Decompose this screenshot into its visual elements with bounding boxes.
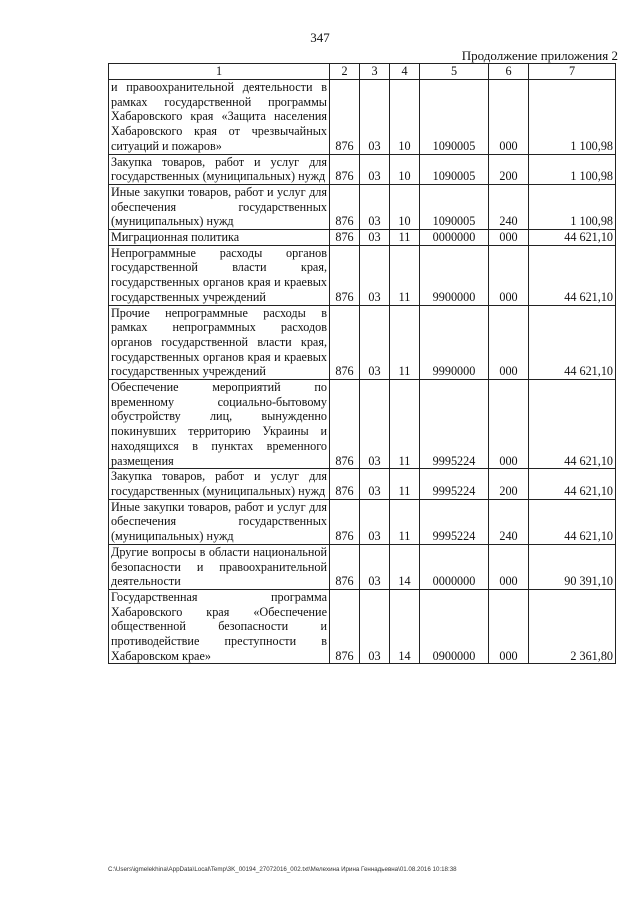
row-col-5: 1090005 [420, 154, 489, 184]
row-name: Прочие непрограммные расходы в рамках непрограммных расходов органов государственной власти края, государственных органов края и краевых государственных учреждений [109, 305, 330, 380]
row-col-7: 1 100,98 [529, 154, 616, 184]
budget-table [108, 63, 616, 664]
row-col-4: 14 [390, 589, 420, 664]
row-col-4: 11 [390, 380, 420, 469]
row-col-7: 44 621,10 [529, 245, 616, 305]
row-col-5: 9990000 [420, 305, 489, 380]
row-col-2: 876 [330, 469, 360, 499]
row-col-3: 03 [360, 245, 390, 305]
row-col-5: 1090005 [420, 184, 489, 229]
row-col-3: 03 [360, 544, 390, 589]
row-col-6: 000 [489, 589, 529, 664]
row-col-2: 876 [330, 499, 360, 544]
row-col-7: 1 100,98 [529, 184, 616, 229]
row-col-2: 876 [330, 80, 360, 155]
header-col-2: 2 [330, 64, 360, 80]
header-col-5: 5 [420, 64, 489, 80]
row-col-2: 876 [330, 230, 360, 246]
row-col-7: 44 621,10 [529, 230, 616, 246]
row-col-4: 11 [390, 245, 420, 305]
row-col-4: 10 [390, 80, 420, 155]
row-name: Обеспечение мероприятий по временному социально-бытовому обустройству лиц, вынужденно покинувших территорию Украины и находящихся в пунктах временного размещения [109, 380, 330, 469]
row-col-7: 44 621,10 [529, 305, 616, 380]
row-name: и правоохранительной деятельности в рамках государственной программы Хабаровского края «Защита населения Хабаровского края от чрезвычайных ситуаций и пожаров» [109, 80, 330, 155]
row-name: Государственная программа Хабаровского края «Обеспечение общественной безопасности и противодействие преступности в Хабаровском крае» [109, 589, 330, 664]
row-col-2: 876 [330, 184, 360, 229]
row-col-6: 000 [489, 245, 529, 305]
row-col-3: 03 [360, 305, 390, 380]
row-col-6: 000 [489, 80, 529, 155]
table-row [109, 589, 616, 664]
table-row [109, 305, 616, 380]
row-col-6: 200 [489, 469, 529, 499]
row-col-2: 876 [330, 589, 360, 664]
table-row [109, 80, 616, 155]
header-col-7: 7 [529, 64, 616, 80]
row-col-5: 9995224 [420, 499, 489, 544]
footer-file-path: C:\Users\igmelekhina\AppData\Local\Temp\3K_00194_27072016_002.txt\Мелехина Ирина Геннадьевна\01.08.2016 10:18:38 [108, 866, 457, 873]
header-col-4: 4 [390, 64, 420, 80]
continuation-label: Продолжение приложения 2 [461, 48, 618, 63]
row-name: Иные закупки товаров, работ и услуг для обеспечения государственных (муниципальных) нужд [109, 499, 330, 544]
table-row [109, 245, 616, 305]
row-col-4: 14 [390, 544, 420, 589]
header-col-3: 3 [360, 64, 390, 80]
row-col-2: 876 [330, 305, 360, 380]
row-col-4: 11 [390, 499, 420, 544]
table-row [109, 184, 616, 229]
row-col-5: 0000000 [420, 544, 489, 589]
row-col-4: 11 [390, 230, 420, 246]
table-row [109, 544, 616, 589]
row-name: Миграционная политика [109, 230, 330, 246]
row-col-4: 11 [390, 469, 420, 499]
row-col-7: 2 361,80 [529, 589, 616, 664]
row-col-3: 03 [360, 154, 390, 184]
row-name: Иные закупки товаров, работ и услуг для обеспечения государственных (муниципальных) нужд [109, 184, 330, 229]
row-col-7: 44 621,10 [529, 469, 616, 499]
row-col-7: 90 391,10 [529, 544, 616, 589]
row-col-6: 240 [489, 184, 529, 229]
row-col-2: 876 [330, 154, 360, 184]
row-col-6: 240 [489, 499, 529, 544]
header-col-1: 1 [109, 64, 330, 80]
row-col-2: 876 [330, 544, 360, 589]
table-row [109, 499, 616, 544]
row-col-4: 10 [390, 184, 420, 229]
table-row [109, 230, 616, 246]
row-col-4: 11 [390, 305, 420, 380]
page-number: 347 [310, 30, 330, 45]
row-col-6: 000 [489, 544, 529, 589]
row-col-4: 10 [390, 154, 420, 184]
row-col-5: 0000000 [420, 230, 489, 246]
row-col-3: 03 [360, 184, 390, 229]
row-col-3: 03 [360, 230, 390, 246]
row-col-7: 44 621,10 [529, 380, 616, 469]
row-col-3: 03 [360, 589, 390, 664]
row-col-3: 03 [360, 499, 390, 544]
row-name: Закупка товаров, работ и услуг для государственных (муниципальных) нужд [109, 154, 330, 184]
row-col-6: 000 [489, 230, 529, 246]
row-col-5: 9900000 [420, 245, 489, 305]
row-col-3: 03 [360, 380, 390, 469]
header-row [109, 64, 616, 80]
row-col-7: 44 621,10 [529, 499, 616, 544]
row-name: Непрограммные расходы органов государственной власти края, государственных органов края и краевых государственных учреждений [109, 245, 330, 305]
table-row [109, 154, 616, 184]
row-col-5: 1090005 [420, 80, 489, 155]
row-name: Другие вопросы в области национальной безопасности и правоохранительной деятельности [109, 544, 330, 589]
row-col-6: 000 [489, 305, 529, 380]
row-col-7: 1 100,98 [529, 80, 616, 155]
row-col-2: 876 [330, 245, 360, 305]
table-row [109, 469, 616, 499]
row-col-6: 000 [489, 380, 529, 469]
row-col-3: 03 [360, 80, 390, 155]
row-col-5: 9995224 [420, 380, 489, 469]
table-row [109, 380, 616, 469]
row-col-6: 200 [489, 154, 529, 184]
row-col-5: 0900000 [420, 589, 489, 664]
row-col-2: 876 [330, 380, 360, 469]
row-col-5: 9995224 [420, 469, 489, 499]
row-name: Закупка товаров, работ и услуг для государственных (муниципальных) нужд [109, 469, 330, 499]
header-col-6: 6 [489, 64, 529, 80]
row-col-3: 03 [360, 469, 390, 499]
